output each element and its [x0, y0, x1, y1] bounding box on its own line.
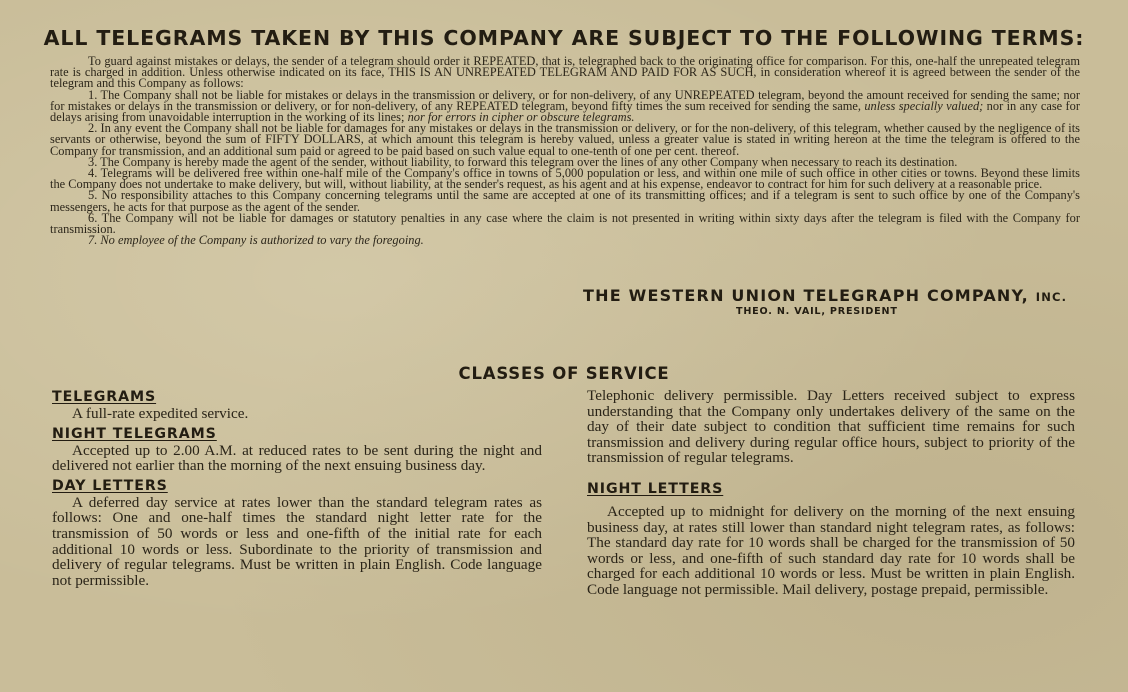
terms-rule-3: 3. The Company is hereby made the agent of the sender, without liability, to forward this telegram over the lines of any other Company when necessary to reach its destination.: [88, 154, 958, 169]
company-name-text: THE WESTERN UNION TELEGRAPH COMPANY,: [583, 286, 1029, 305]
terms-intro: To guard against mistakes or delays, the sender of a telegram should order it REPEATED, that is, telegraphed back to the originating office for comparison. For this, one-half the unrepeated telegram rate is charged in addition. Unless otherwise indicated on its face, THIS IS AN UNREPEATED TELEGRAM AND PAID FOR AS SUCH, in consideration whereof it is agreed between the sender of the telegram and this Company as follows:: [50, 54, 1080, 91]
day-letters-title: DAY LETTERS: [52, 477, 168, 494]
terms-rule-2: 2. In any event the Company shall not be liable for damages for any mistakes or delays in the transmission or delivery, or for the non-delivery, of this telegram, whether caused by the negligence of its servants or otherwise, beyond the sum of FIFTY DOLLARS, at which amount this telegram is hereby valued, unless a greater value is stated in writing hereon at the time the telegram is offered to the Company for transmission, and an additional sum paid or agreed to be paid based on such value equal to one-tenth of one per cent. thereof.: [50, 121, 1080, 158]
terms-rule-7-row: [50, 235, 1080, 246]
terms-rule-7: 7. No employee of the Company is authorized to vary the foregoing.: [88, 233, 424, 248]
company-name: [583, 286, 1067, 305]
rule-1-mid: nor in any case for delays arising from unavoidable interruption in the working of its lines;: [50, 98, 1080, 125]
terms-body: [50, 56, 1080, 246]
classes-left-column: [52, 388, 542, 588]
terms-heading: ALL TELEGRAMS TAKEN BY THIS COMPANY ARE SUBJECT TO THE FOLLOWING TERMS:: [43, 26, 1085, 50]
classes-right-column: [587, 388, 1075, 598]
terms-rule-1: [50, 87, 1080, 125]
telegrams-body: A full-rate expedited service.: [72, 405, 249, 422]
terms-rule-4: 4. Telegrams will be delivered free within one-half mile of the Company's office in towns of 5,000 population or less, and within one mile of such office in other cities or towns. Beyond these limits the Company does not undertake to make delivery, but will, without liability, at the sender's request, as his agent and at his expense, endeavor to contract for him for such delivery at a reasonable price.: [50, 166, 1080, 192]
terms-rule-6: 6. The Company will not be liable for damages or statutory penalties in any case where the claim is not presented in writing within sixty days after the telegram is filed with the Company for transmission.: [50, 210, 1080, 237]
company-inc: INC.: [1035, 290, 1068, 304]
company-president: THEO. N. VAIL, PRESIDENT: [736, 306, 898, 317]
classes-heading: CLASSES OF SERVICE: [458, 364, 670, 383]
night-letters-body: Accepted up to midnight for delivery on the morning of the next ensuing business day, at rates still lower than standard night telegram rates, as follows: The standard day rate for 10 words shall be charged for the transmission of 50 words or less, and one-fifth of such standard day rate for 10 words shall be charged for each additional 10 words or less. Must be written in plain English. Code language not permissible. Mail delivery, postage prepaid, permissible.: [587, 502, 1075, 598]
terms-rule-5: 5. No responsibility attaches to this Company concerning telegrams until the same are accepted at one of its transmitting offices; and if a telegram is sent to such office by one of the Company's messengers, he acts for that purpose as the agent of the sender.: [50, 188, 1080, 214]
night-telegrams-title: NIGHT TELEGRAMS: [52, 425, 217, 442]
night-telegrams-body: Accepted up to 2.00 A.M. at reduced rates to be sent during the night and delivered not earlier than the morning of the next ensuing business day.: [52, 441, 542, 475]
rule-1-italic-b: nor for errors in cipher or obscure telegrams.: [407, 110, 635, 125]
rule-1-text: 1. The Company shall not be liable for mistakes or delays in the transmission or delivery, or for non-delivery, of any UNREPEATED telegram, beyond the amount received for sending the same; nor for mistakes or delays in the transmission or delivery, or for non-delivery, of any REPEATED telegram, beyond fifty times the sum received for sending the same,: [50, 87, 1080, 113]
rule-1-italic-a: unless specially valued;: [864, 98, 984, 113]
telegrams-title: TELEGRAMS: [52, 389, 157, 405]
day-letters-continued: Telephonic delivery permissible. Day Letters received subject to express understanding that the Company only undertakes delivery of the same on the day of their date subject to condition that sufficient time remains for such transmission and delivery during regular office hours, subject to priority of the transmission of regular telegrams.: [587, 387, 1075, 467]
day-letters-body: A deferred day service at rates lower than the standard telegram rates as follows: One and one-half times the standard night letter rate for the transmission of 50 words or less and one-fifth of the initial rate for each additional 10 words or less. Subordinate to the priority of transmission and delivery of regular telegrams. Must be written in plain English. Code language not permissible.: [52, 493, 542, 589]
night-letters-title: NIGHT LETTERS: [587, 480, 724, 497]
